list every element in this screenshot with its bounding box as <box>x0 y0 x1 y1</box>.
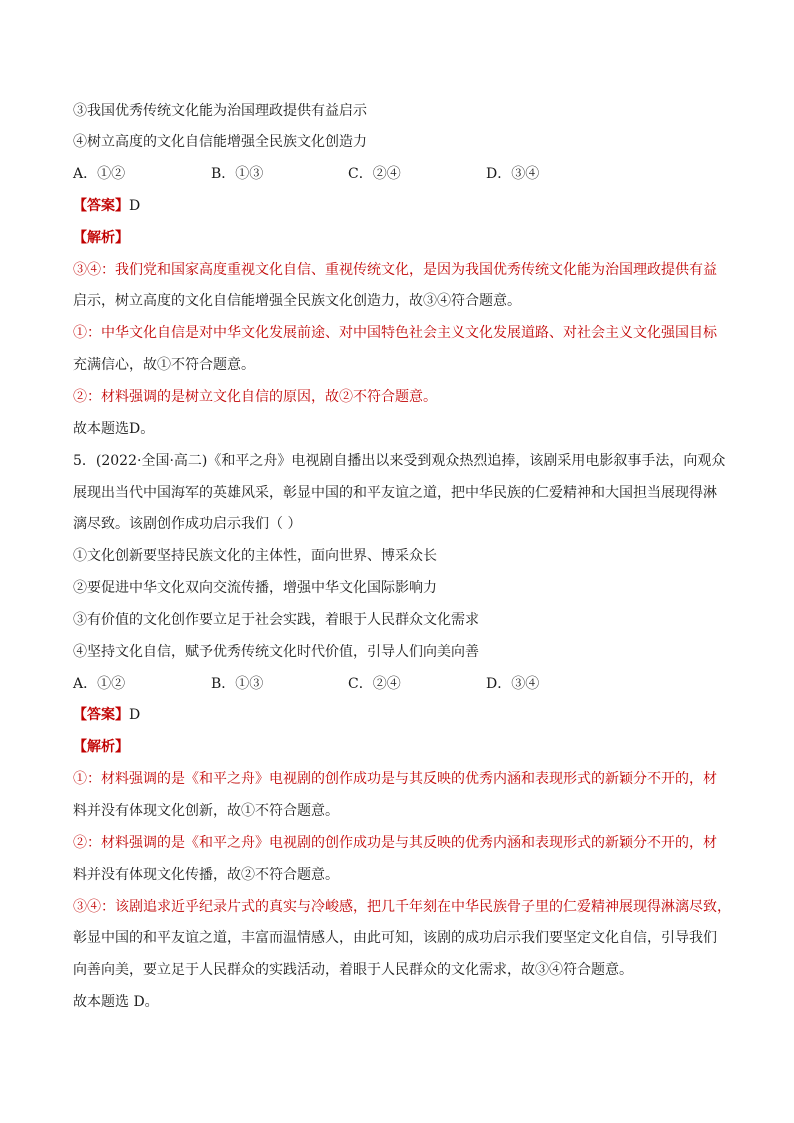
q5-answer <box>73 705 140 725</box>
q5-analysis-line: 彰显中国的和平友谊之道，丰富而温情感人，由此可知，该剧的成功启示我们要坚定文化自信，引导我们 <box>73 930 717 946</box>
q5-item-4: ④坚持文化自信，赋予优秀传统文化时代价值，引导人们向美向善 <box>73 644 479 660</box>
q4-answer <box>73 196 140 216</box>
q4-analysis-line: ③④：我们党和国家高度重视文化自信、重视传统文化，是因为我国优秀传统文化能为治国理政提供有益 <box>73 262 717 278</box>
q5-stem-line: 展现出当代中国海军的英雄风采，彰显中国的和平友谊之道，把中华民族的仁爱精神和大国担当展现得淋 <box>73 485 717 501</box>
q5-analysis-line: ①：材料强调的是《和平之舟》电视剧的创作成功是与其反映的优秀内涵和表现形式的新颖分不开的，材 <box>73 771 717 787</box>
answer-value: D <box>129 707 141 723</box>
answer-label: 【答案】 <box>73 707 129 723</box>
q4-analysis-line: 启示，树立高度的文化自信能增强全民族文化创造力，故③④符合题意。 <box>73 293 521 309</box>
q4-item-4: ④树立高度的文化自信能增强全民族文化创造力 <box>73 134 367 150</box>
q5-analysis-line: 料并没有体现文化传播，故②不符合题意。 <box>73 867 339 883</box>
q4-analysis-label: 【解析】 <box>73 230 129 246</box>
q5-analysis-line: 料并没有体现文化创新，故①不符合题意。 <box>73 803 339 819</box>
q5-item-2: ②要促进中华文化双向交流传播，增强中华文化国际影响力 <box>73 580 437 596</box>
q4-option-a: A．①② <box>73 166 126 182</box>
q4-item-3: ③我国优秀传统文化能为治国理政提供有益启示 <box>73 103 367 119</box>
q5-conclusion: 故本题选 D。 <box>73 994 159 1010</box>
q4-option-c: C．②④ <box>348 166 401 182</box>
answer-value: D <box>129 198 141 214</box>
q5-stem-line: 漓尽致。该剧创作成功启示我们（ ） <box>73 516 302 532</box>
q4-option-d: D．③④ <box>486 166 540 182</box>
q4-option-b: B．①③ <box>211 166 264 182</box>
q5-stem-line: 5．(2022·全国·高二)《和平之舟》电视剧自播出以来受到观众热烈追捧，该剧采用电影叙事手法，向观众 <box>73 453 726 469</box>
q4-conclusion: 故本题选D。 <box>73 421 155 437</box>
q5-item-1: ①文化创新要坚持民族文化的主体性，面向世界、博采众长 <box>73 548 437 564</box>
q5-analysis-line: 向善向美，要立足于人民群众的实践活动，着眼于人民群众的文化需求，故③④符合题意。 <box>73 962 633 978</box>
q5-item-3: ③有价值的文化创作要立足于社会实践，着眼于人民群众文化需求 <box>73 612 479 628</box>
q5-analysis-line: ③④：该剧追求近乎纪录片式的真实与冷峻感，把几千年刻在中华民族骨子里的仁爱精神展现得淋漓尽致， <box>73 899 731 915</box>
q5-analysis-line: ②：材料强调的是《和平之舟》电视剧的创作成功是与其反映的优秀内涵和表现形式的新颖分不开的，材 <box>73 835 717 851</box>
q5-option-c: C．②④ <box>348 676 401 692</box>
q5-option-d: D．③④ <box>486 676 540 692</box>
answer-label: 【答案】 <box>73 198 129 214</box>
q5-analysis-label: 【解析】 <box>73 739 129 755</box>
q5-option-b: B．①③ <box>211 676 264 692</box>
q5-option-a: A．①② <box>73 676 126 692</box>
q4-analysis-line: ①：中华文化自信是对中华文化发展前途、对中国特色社会主义文化发展道路、对社会主义文化强国目标 <box>73 325 717 341</box>
q4-analysis-line: ②：材料强调的是树立文化自信的原因，故②不符合题意。 <box>73 389 437 405</box>
q4-analysis-line: 充满信心，故①不符合题意。 <box>73 357 255 373</box>
